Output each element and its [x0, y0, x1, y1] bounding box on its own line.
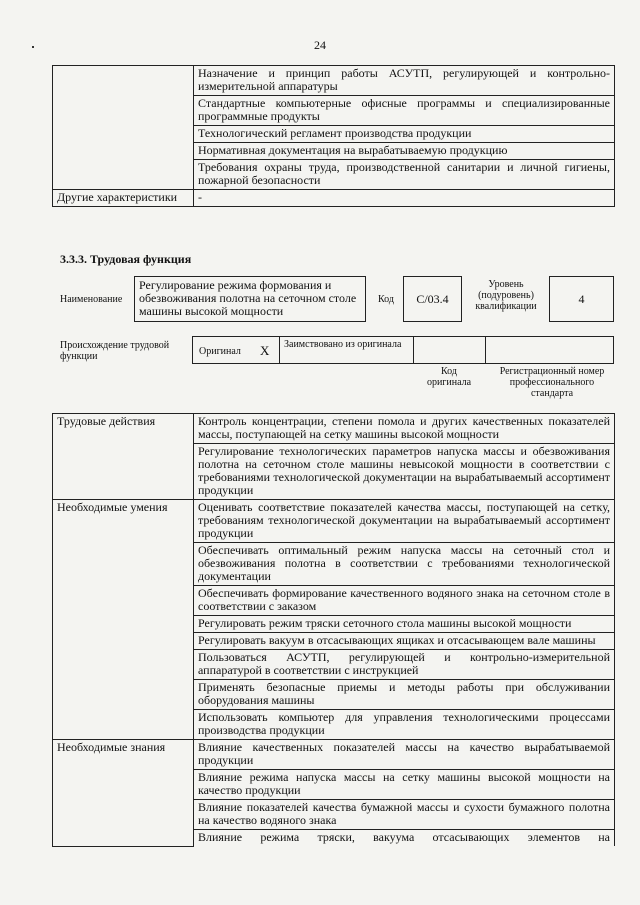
original-box: [192, 336, 280, 364]
table-row: Технологический регламент производства продукции: [194, 126, 615, 143]
table-row: Обеспечивать оптимальный режим напуска массы на сеточный стол и обезвоживания полотна в соответствии с требованиями технологической документации: [194, 543, 615, 586]
empty-left-cell: [53, 66, 194, 190]
table-row: Регулировать вакуум в отсасывающих ящиках и отсасывающем вале машины: [194, 633, 615, 650]
knowledge-continuation-table: [52, 65, 615, 207]
table-row: Регулирование технологических параметров напуска массы и обезвоживания полотна на сеточном столе машины невысокой мощности в соответствии с требованиями технологической документации на вырабатываемый ассортимент продукции: [194, 444, 615, 500]
level-value: 4: [578, 291, 585, 306]
other-characteristics-label: Другие характеристики: [53, 190, 194, 207]
original-mark: X: [260, 343, 270, 358]
table-row: Назначение и принцип работы АСУТП, регулирующей и контрольно-измерительной аппаратуры: [194, 66, 615, 96]
code-value: С/03.4: [416, 291, 449, 306]
table-row: Обеспечивать формирование качественного водяного знака на сеточном столе в соответствии с заказом: [194, 586, 615, 616]
table-row: Стандартные компьютерные офисные программы и специализированные программные продукты: [194, 96, 615, 126]
origin-code-label: Код оригинала: [426, 366, 472, 388]
labor-function-table: [52, 413, 615, 847]
table-row: Регулировать режим тряски сеточного стола машины высокой мощности: [194, 616, 615, 633]
code-label: Код: [378, 294, 394, 305]
function-name-box: [134, 276, 366, 322]
origin-code-box: [413, 336, 486, 364]
reg-number-label: Регистрационный номер профессионального стандарта: [499, 366, 605, 399]
origin-label: Происхождение трудовой функции: [60, 340, 170, 362]
table-row: Влияние режима напуска массы на сетку машины высокой мощности на качество продукции: [194, 770, 615, 800]
labor-actions-label: Трудовые действия: [53, 414, 194, 500]
code-box: [403, 276, 462, 322]
table-row: Контроль концентрации, степени помола и других качественных показателей массы, поступающей на сетку машины высокой мощности: [194, 414, 615, 444]
table-row: Использовать компьютер для управления технологическими процессами производства продукции: [194, 710, 615, 740]
table-row: Влияние показателей качества бумажной массы и сухости бумажного полотна на качество водяного знака: [194, 800, 615, 830]
table-row: Оценивать соответствие показателей качества массы, поступающей на сетку, требованиям технологической документации на вырабатываемый ассортимент продукции: [194, 500, 615, 543]
reg-number-box: [485, 336, 614, 364]
other-characteristics-value: -: [194, 190, 615, 207]
table-row: Влияние качественных показателей массы на качество вырабатываемой продукции: [194, 740, 615, 770]
borrowed-box: [279, 336, 414, 364]
table-row: Применять безопасные приемы и методы работы при обслуживании оборудования машины: [194, 680, 615, 710]
table-row: Влияние режима тряски, вакуума отсасывающих элементов на: [194, 830, 615, 847]
section-heading: 3.3.3. Трудовая функция: [60, 252, 192, 266]
page-number: 24: [314, 38, 326, 52]
name-label: Наименование: [60, 294, 123, 305]
table-row: Пользоваться АСУТП, регулирующей и контрольно-измерительной аппаратурой в соответствии с инструкцией: [194, 650, 615, 680]
level-box: [549, 276, 614, 322]
required-skills-label: Необходимые умения: [53, 500, 194, 740]
required-knowledge-label: Необходимые знания: [53, 740, 194, 847]
original-label: Оригинал: [199, 346, 241, 357]
borrowed-label: Заимствовано из оригинала: [284, 339, 402, 350]
table-row: Нормативная документация на вырабатываемую продукцию: [194, 143, 615, 160]
table-row: Требования охраны труда, производственной санитарии и личной гигиены, пожарной безопасности: [194, 160, 615, 190]
level-label: Уровень (подуровень) квалификации: [475, 279, 537, 312]
function-name: Регулирование режима формования и обезвоживания полотна на сеточном столе машины высокой мощности: [139, 278, 357, 318]
